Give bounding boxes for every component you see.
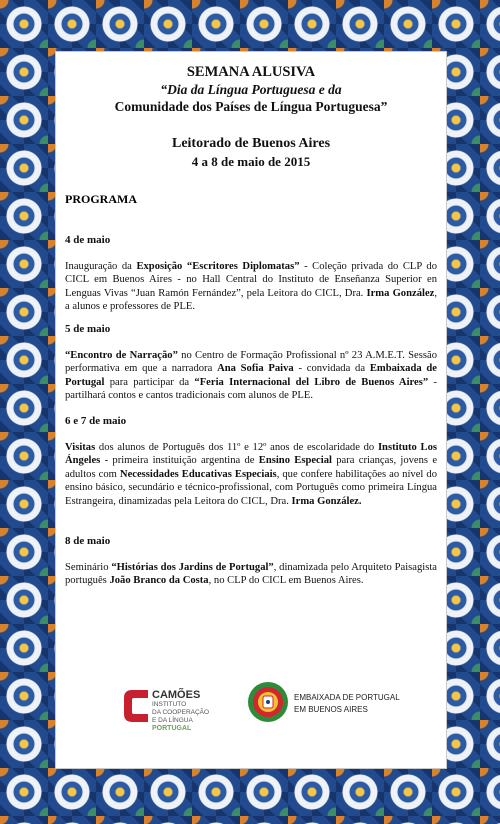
camoes-c-icon — [120, 686, 152, 726]
day-description: Seminário “Histórias dos Jardins de Portugal”, dinamizada pelo Arquiteto Paisagista português João Branco da Costa, no CLP do CICL em Buenos Aires. — [65, 561, 437, 587]
program-day-8 — [65, 535, 437, 588]
embassy-logo — [246, 680, 406, 730]
programa-heading: PROGRAMA — [65, 192, 137, 206]
sponsor-logos — [56, 680, 446, 730]
event-subtitle-line2: Comunidade dos Países de Língua Portuguesa” — [114, 99, 388, 114]
program-day-5 — [65, 323, 437, 403]
day-description: “Encontro de Narração” no Centro de Formação Profissional nº 23 A.M.E.T. Sessão performativa em que a narradora Ana Sofia Paiva - convidada da Embaixada de Portugal para participar da “Feria Internacional del Libro de Buenos Aires” - partilhará contos e cantos tradicionais com alunos de PLE. — [65, 349, 437, 402]
camoes-line2: DA COOPERAÇÃO — [152, 709, 210, 716]
program-day-4 — [65, 234, 437, 314]
day-description: Inauguração da Exposição “Escritores Diplomatas” - Coleção privada do CLP do CICL em Buenos Aires - no Hall Central do Instituto de Enseñanza Superior en Lenguas Vivas “Juan Ramón Fernández”, pela Leitora do CICL, Dra. Irma González, a alunos e professores de PLE. — [65, 260, 438, 313]
organizer: Leitorado de Buenos Aires — [171, 136, 331, 151]
poster-sheet — [56, 52, 446, 768]
event-title: SEMANA ALUSIVA — [186, 64, 316, 80]
embassy-line2: EM BUENOS AIRES — [294, 705, 368, 714]
day-date: 4 de maio — [65, 234, 111, 246]
day-date: 6 e 7 de maio — [65, 415, 127, 427]
program-day-6-7 — [65, 415, 437, 509]
camoes-line1: INSTITUTO — [152, 701, 187, 708]
camoes-name: CAMÕES — [152, 689, 201, 701]
event-dates: 4 a 8 de maio de 2015 — [191, 154, 311, 169]
day-date: 8 de maio — [65, 535, 111, 547]
day-description: Visitas dos alunos de Português dos 11º e 12º anos de escolaridade do Instituto Los Ángeles - primeira instituição argentina de Ensino Especial para crianças, jovens e adultos com Necessidades Educativas Especiais, que confere habilitações ao nível do ensino básico, secundário e técnico-profissional, com Português como primeira Língua Estrangeira, dinamizadas pela Leitora do CICL, Dra. Irma González. — [65, 441, 438, 507]
event-subtitle-line1: “Dia da Língua Portuguesa e da — [160, 82, 342, 97]
embassy-line1: EMBAIXADA DE PORTUGAL — [294, 693, 400, 702]
portugal-coat-of-arms-icon — [246, 680, 290, 724]
camoes-line3: E DA LÍNGUA — [152, 717, 193, 724]
day-date: 5 de maio — [65, 323, 111, 335]
camoes-country: PORTUGAL — [152, 725, 192, 732]
camoes-logo — [120, 686, 220, 730]
